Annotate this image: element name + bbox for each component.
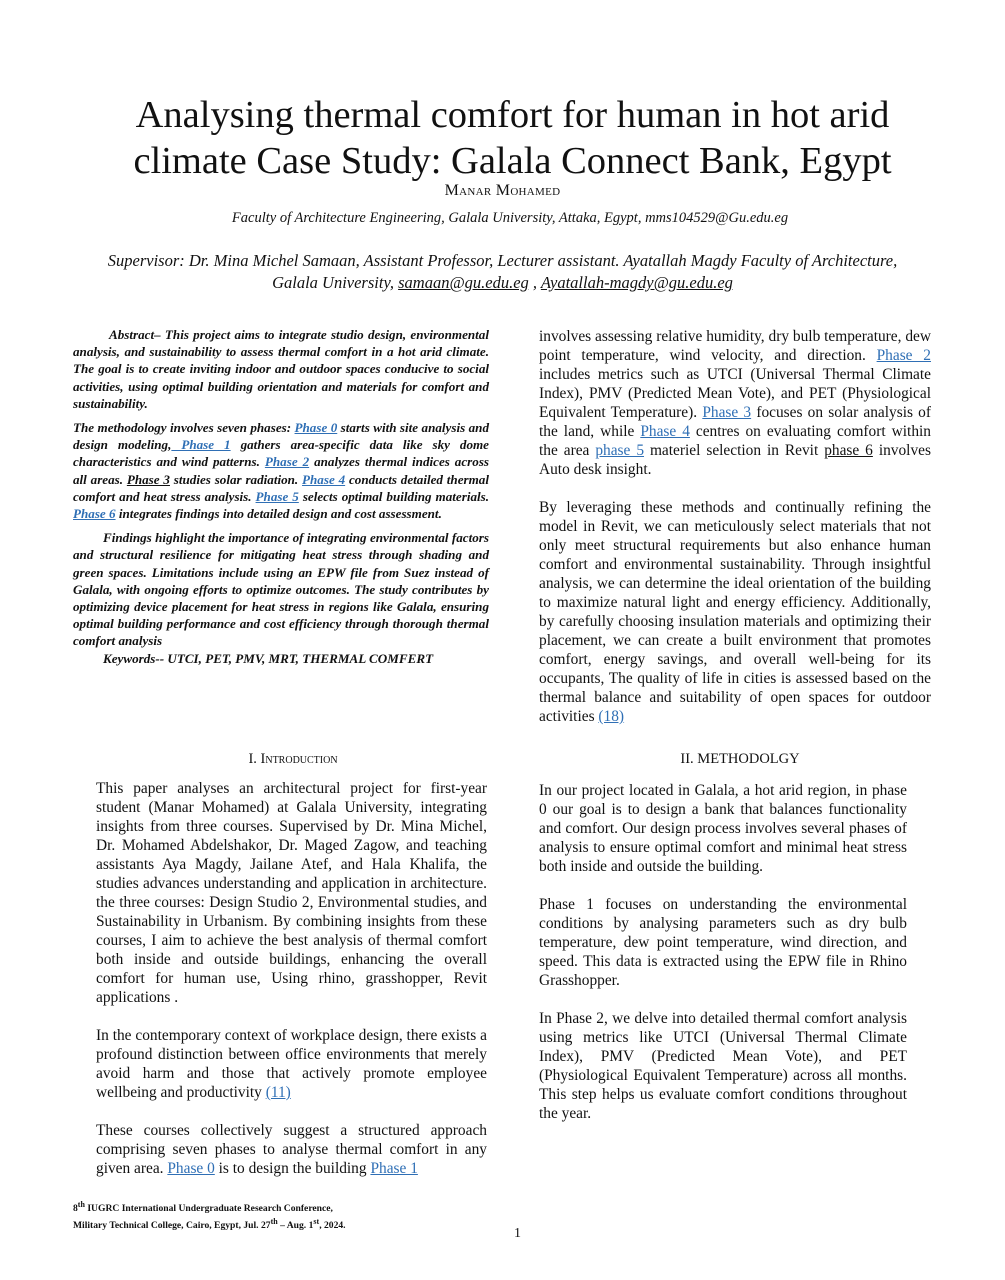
phase-1-link[interactable]: Phase 1 xyxy=(370,1160,418,1177)
assistant-email-link[interactable]: Ayatallah-magdy@gu.edu.eg xyxy=(540,273,733,292)
body-text: involves assessing relative humidity, dry bulb temperature, dew point temperature, wind velocity, and direction. xyxy=(539,328,931,364)
heading-text: I. Introduction xyxy=(248,751,338,767)
method-paragraph-1: In our project located in Galala, a hot arid region, in phase 0 our goal is to design a bank that balances functionality and comfort. Our design process involves several phases of analysis to ensure optimal comfort and minimal heat stress both inside and outside the building. xyxy=(539,782,907,875)
supervisor-line xyxy=(100,250,905,294)
method-paragraph-2: Phase 1 focuses on understanding the environmental conditions by analysing parameters such as dry bulb temperature, dew point temperature, wind direction, and speed. This data is extracted using the EPW file in Rhino Grasshopper. xyxy=(539,896,907,989)
body-text: By leveraging these methods and continually refining the model in Revit, we can meticulously select materials that not only meet structural requirements but also enhance human comfort and environmental sustainability. Through insightful analysis, we can determine the ideal orientation of the building to maximize natural light and energy efficiency. Additionally, by carefully choosing insulation materials and optimizing their placement, we can create a built environment that promotes comfort, energy savings, and overall well-being for its occupants, The quality of life in cities is assessed based on the thermal balance and suitability of open spaces for outdoor activities xyxy=(539,499,931,725)
phase-3-link[interactable]: Phase 3 xyxy=(702,404,752,421)
phase-6-link[interactable]: Phase 6 xyxy=(73,506,116,522)
body-text: includes metrics such as UTCI (Universal Thermal Climate Index), PMV (Predicted Mean Vote), and PET (Physiological Equivalent Temperature). xyxy=(539,366,931,421)
abstract-text: gathers area-specific data like sky dome characteristics and wind patterns. xyxy=(73,437,489,470)
phase-0-link[interactable]: Phase 0 xyxy=(167,1160,215,1177)
keywords: Keywords-- UTCI, PET, PMV, MRT, THERMAL COMFERT xyxy=(103,650,434,666)
page-number: 1 xyxy=(514,1226,521,1241)
abstract-text: analyzes thermal indices across all areas. xyxy=(73,454,490,487)
phase-2-link[interactable]: Phase 2 xyxy=(876,347,931,364)
phase-3-link[interactable]: Phase 3 xyxy=(126,471,170,487)
body-text: involves Auto desk insight. xyxy=(539,442,931,478)
introduction-section xyxy=(96,779,487,1178)
supervisor-text: Supervisor: Dr. Mina Michel Samaan, Assistant Professor, Lecturer assistant. Ayatallah Magdy Faculty of Architecture, Galala University, xyxy=(107,251,898,292)
abstract-text: The methodology involves seven phases: xyxy=(73,420,295,436)
abstract-text: integrates findings into detailed design and cost assessment. xyxy=(115,506,442,522)
author-name: Manar Mohamed xyxy=(444,182,561,199)
email-separator: , xyxy=(528,273,541,292)
abstract-text: studies solar radiation. xyxy=(169,471,303,487)
footer-text: 8 xyxy=(73,1203,78,1215)
footer-sup: th xyxy=(270,1217,278,1227)
footer-sup: st xyxy=(313,1217,320,1227)
body-text: In the contemporary context of workplace design, there exists a profound distinction between office environments that merely avoid harm and those that actively promote employee wellbeing and productivity xyxy=(96,1027,487,1101)
methodology-section xyxy=(539,781,907,1123)
phase-4-link[interactable]: Phase 4 xyxy=(640,423,690,440)
intro-paragraph-3 xyxy=(96,1121,487,1178)
phase-2-link[interactable]: Phase 2 xyxy=(264,454,310,470)
intro-paragraph-1: This paper analyses an architectural project for first-year student (Manar Mohamed) at Galala University, integrating insights from three courses. Supervised by Dr. Mina Michel, Dr. Mohamed Abdelshakor, Dr. Maged Zagow, and teaching assistants Aya Magdy, Jailane Atef, and Hala Khalifa, the studies advances understanding and application in architecture. the three courses: Design Studio 2, Environmental studies, and Sustainability in Urbanism. By combining insights from these courses, I aim to achieve the best analysis of thermal comfort both inside and outside buildings, enhancing the overall comfort for human use, Using rhino, grasshopper, Revit applications . xyxy=(96,780,487,1006)
phase-4-link[interactable]: Phase 4 xyxy=(302,471,346,487)
body-text: materiel selection in Revit xyxy=(644,442,825,459)
abstract-paragraph-2 xyxy=(73,419,489,522)
phase-1-link[interactable]: Phase 1 xyxy=(171,437,231,453)
author-affiliation: Faculty of Architecture Engineering, Galala University, Attaka, Egypt, mms104529@Gu.edu.eg xyxy=(231,210,789,226)
paper-title: Analysing thermal comfort for human in hot arid climate Case Study: Galala Connect Bank, Egypt xyxy=(133,94,892,182)
footer-sup: th xyxy=(77,1200,85,1209)
footer-line-1 xyxy=(73,1198,346,1215)
supervisor-email-link[interactable]: samaan@gu.edu.eg xyxy=(398,273,529,292)
phase-6-link[interactable]: phase 6 xyxy=(824,442,873,459)
abstract-text: starts with site analysis and design modeling, xyxy=(73,420,490,453)
methodology-heading: II. METHODOLGY xyxy=(680,751,800,767)
reference-11-link[interactable]: (11) xyxy=(265,1084,291,1101)
revit-paragraph xyxy=(539,498,931,726)
body-text: is to design the building xyxy=(214,1160,371,1177)
body-text: centres on evaluating comfort within the area xyxy=(539,423,931,459)
phase-5-link[interactable]: Phase 5 xyxy=(255,488,299,504)
abstract-paragraph-3: Findings highlight the importance of integrating environmental factors and structural resilience for mitigating heat stress through shading and green spaces. Limitations include using an EPW file from Suez instead of Galala, with ongoing efforts to optimize outcomes. The study contributes by optimizing device placement for heat stress in regions like Galala, ensuring optimal building performance and cost efficiency through thorough thermal comfort analysis xyxy=(73,530,489,649)
footer-text: Military Technical College, Cairo, Egypt, Jul. 27 xyxy=(73,1220,271,1232)
intro-paragraph-2 xyxy=(96,1026,487,1102)
right-column-top xyxy=(539,327,931,726)
phase-5-link[interactable]: phase 5 xyxy=(595,442,645,459)
introduction-heading xyxy=(73,751,513,768)
footer-text: , 2024. xyxy=(319,1220,346,1232)
phases-paragraph xyxy=(539,327,931,479)
abstract-text: conducts detailed thermal comfort and heat stress analysis. xyxy=(73,471,489,504)
footer-text: IUGRC International Undergraduate Research Conference, xyxy=(84,1203,333,1215)
abstract-section xyxy=(73,326,489,667)
abstract-text: selects optimal building materials. xyxy=(298,488,490,504)
method-paragraph-3: In Phase 2, we delve into detailed thermal comfort analysis using metrics like UTCI (Universal Thermal Climate Index), PMV (Predicted Mean Vote), and PET (Physiological Equivalent Temperature) across all months. This step helps us evaluate comfort conditions throughout the year. xyxy=(539,1010,907,1122)
footer-text: – Aug. 1 xyxy=(277,1220,314,1232)
body-text: focuses on solar analysis of the land, while xyxy=(539,404,931,440)
phase-0-link[interactable]: Phase 0 xyxy=(294,420,338,436)
abstract-paragraph-1: Abstract– This project aims to integrate studio design, environmental analysis, and sustainability to assess thermal comfort in a hot arid climate. The goal is to create inviting indoor and outdoor spaces conducive to social activities, using optimal building orientation and materials for comfort and sustainability. xyxy=(73,327,489,411)
reference-18-link[interactable]: (18) xyxy=(598,708,625,725)
body-text: These courses collectively suggest a structured approach comprising seven phases to analyse thermal comfort in any given area. xyxy=(96,1122,487,1177)
